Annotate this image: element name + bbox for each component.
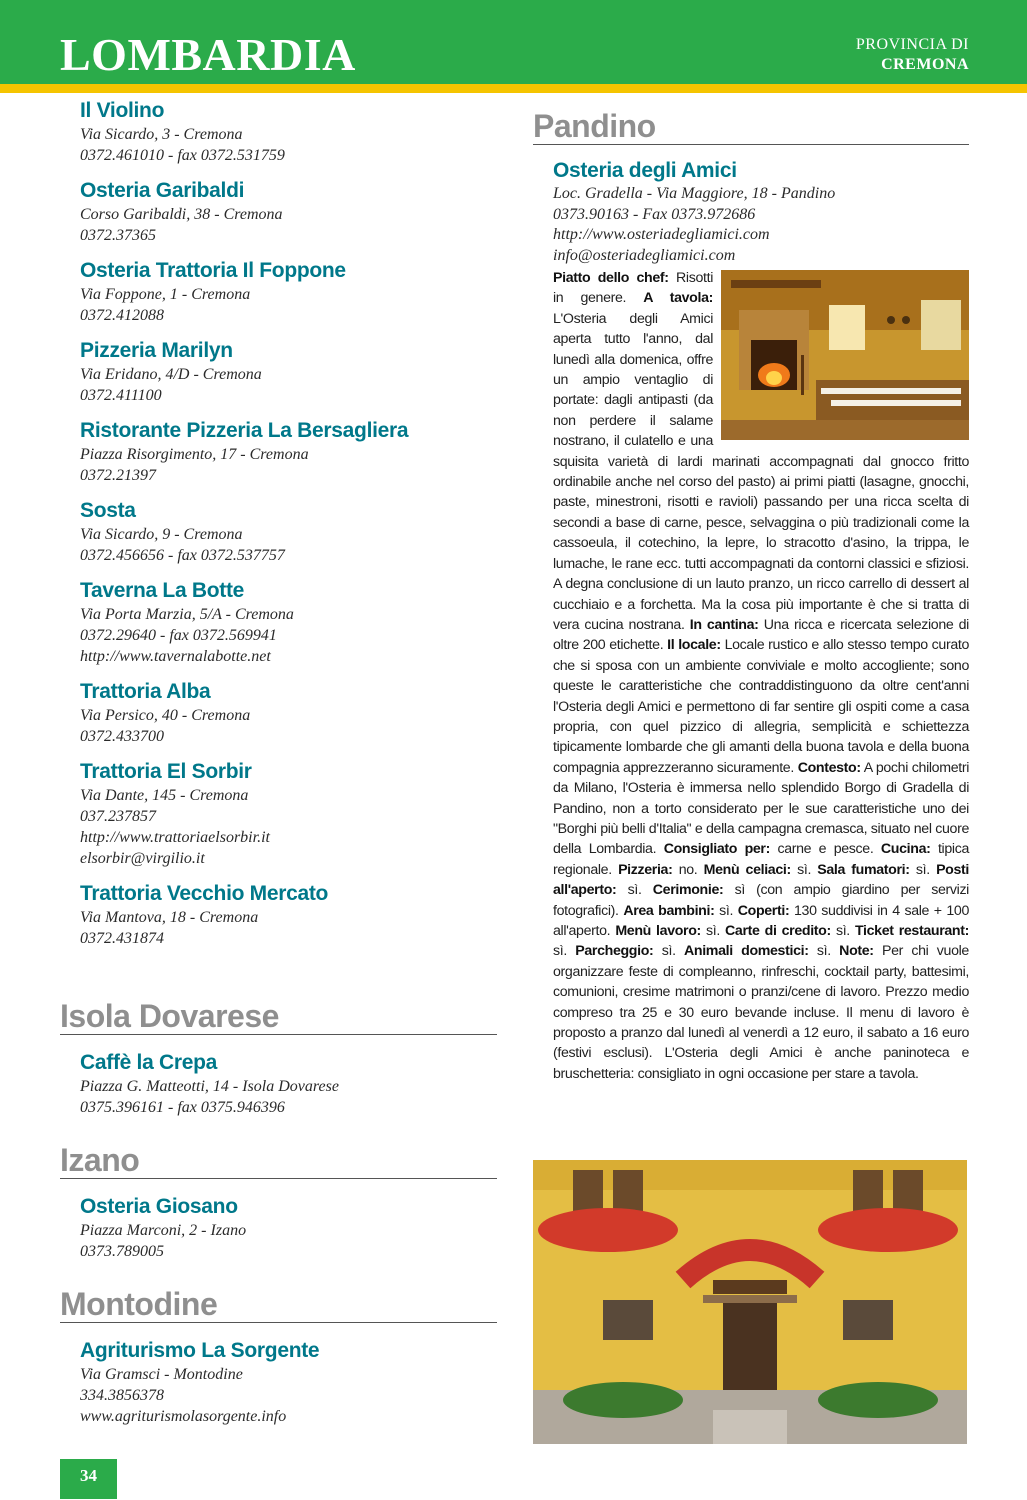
- description-text: sì.: [808, 943, 840, 960]
- section-heading-pandino: Pandino: [533, 108, 969, 145]
- description-text: sì.: [653, 943, 684, 960]
- listing-detail: 0372.461010 - fax 0372.531759: [80, 147, 285, 164]
- feature-website[interactable]: http://www.osteriadegliamici.com: [553, 226, 770, 243]
- listing-link[interactable]: http://www.trattoriaelsorbir.it: [80, 829, 270, 846]
- description-label: Coperti:: [737, 902, 790, 919]
- description-text: sì.: [830, 923, 855, 939]
- interior-photo-illustration: [721, 270, 969, 440]
- listing-detail: Via Dante, 145 - Cremona: [80, 787, 249, 804]
- listing: [80, 418, 520, 486]
- facade-photo-illustration: [533, 1160, 967, 1444]
- listing: [80, 578, 520, 667]
- listing: [80, 498, 520, 566]
- description-label: Cerimonie:: [652, 882, 724, 899]
- listing-address: Piazza G. Matteotti, 14 - Isola Dovarese: [80, 1078, 339, 1095]
- listing-detail: 0372.412088: [80, 307, 164, 324]
- description-label: Cucina:: [880, 841, 931, 858]
- province-label: PROVINCIA DI: [855, 36, 969, 53]
- listing-phone: 0373.789005: [80, 1243, 164, 1260]
- listing-name: Osteria Giosano: [80, 1195, 238, 1218]
- header-stripe: [0, 84, 1027, 93]
- description-text: sì.: [553, 943, 576, 960]
- description-text: sì.: [790, 861, 818, 878]
- description-label: Ticket restaurant:: [854, 923, 969, 939]
- description-text: A pochi chilometri da Milano, l'Osteria è immersa nello splendido Borgo di Gradella di Pandino, non a torto considerato per le sue caratteristiche uno dei "Borghi più belli d'Italia" e della campagna cremasca, situato nel cuore della Lombardia.: [553, 759, 969, 858]
- description-text: carne e pesce.: [769, 841, 881, 858]
- description-label: Piatto dello chef:: [553, 270, 669, 286]
- description-label: Animali domestici:: [684, 943, 809, 960]
- description-text: Risotti in genere.: [553, 270, 713, 307]
- listing-detail: 0372.37365: [80, 227, 156, 244]
- listing-agriturismo-la-sorgente: [80, 1338, 500, 1427]
- description-text: Una ricca e ricercata selezione di oltre 200 etichette.: [553, 616, 969, 654]
- listing-detail: 0372.29640 - fax 0372.569941: [80, 627, 277, 644]
- feature-address: Loc. Gradella - Via Maggiore, 18 - Pandino: [553, 185, 836, 202]
- description-text: L'Osteria degli Amici aperta tutto l'anno, dal lunedì alla domenica, offre un ampio ventaglio di portate: dagli antipasti (da non perdere il salame nostrano, il culatello e una squisita varietà di lardi marinati accompagnati dal gnocco fritto ordinabile anche nel corso del pasto) ai primi piatti (lasagne, gnocchi, paste, minestroni, risotti e ravioli) passando per una ricca scelta di secondi a base di carne, pesce, selvaggina o più tradizionali come la cassoeula, il cotechino, la lepre, lo stracotto d'asino, la trippa, le lumache, le rane ecc. tutti accompagnati da contorni classici e sfiziosi. A degna conclusione di un lauto pranzo, un ricco carrello di dessert al cucchiaio e a forchetta. Ma la cosa più importante è che si tratta di vera cucina nostrana.: [553, 310, 969, 633]
- description-text: sì (con ampio giardino per servizi fotografici).: [553, 882, 969, 919]
- listing-website[interactable]: www.agriturismolasorgente.info: [80, 1408, 287, 1425]
- description-label: In cantina:: [689, 616, 759, 633]
- description-label: Area bambini:: [623, 902, 715, 919]
- description-label: Sala fumatori:: [817, 861, 910, 878]
- feature-osteria-degli-amici: [553, 158, 969, 1084]
- listing-detail: Via Sicardo, 9 - Cremona: [80, 526, 243, 543]
- listing-phone: 334.3856378: [80, 1387, 164, 1404]
- listing-link[interactable]: elsorbir@virgilio.it: [80, 850, 205, 867]
- facade-photo: [533, 1160, 967, 1444]
- listing-detail: Via Persico, 40 - Cremona: [80, 707, 251, 724]
- listing: [80, 258, 520, 326]
- listing-link[interactable]: http://www.tavernalabotte.net: [80, 648, 271, 665]
- listing-detail: 0372.456656 - fax 0372.537757: [80, 547, 285, 564]
- listing-detail: Piazza Risorgimento, 17 - Cremona: [80, 446, 309, 463]
- section-heading-izano: Izano: [60, 1142, 497, 1179]
- description-text: no.: [672, 861, 704, 878]
- description-label: Menù lavoro:: [615, 923, 701, 939]
- listing-phone: 0375.396161 - fax 0375.946396: [80, 1099, 285, 1116]
- listing-address: Via Gramsci - Montodine: [80, 1366, 243, 1383]
- page-header: [0, 0, 1027, 84]
- listing-name: Ristorante Pizzeria La Bersagliera: [80, 419, 409, 442]
- description-text: sì.: [616, 882, 653, 899]
- listing: [80, 759, 520, 869]
- listing-name: Trattoria Alba: [80, 680, 211, 703]
- feature-email[interactable]: info@osteriadegliamici.com: [553, 246, 736, 264]
- description-text: Per chi vuole organizzare feste di compleanno, rinfreschi, cocktail party, battesimi, comunioni, cresime matrimoni o pranzi/cene di lavoro. Prezzo medio compreso tra 25 e 30 euro bevande incluse. Il menu di lavoro è proposto a pranzo dal lunedì al venerdì a 12 euro, il sabato a 16 euro (festivi esclusi). L'Osteria degli Amici è anche paninoteca e bruschetteria: consigliato in ogni occasione per stare a tavola.: [553, 943, 969, 1082]
- province-label-block: [856, 35, 969, 75]
- description-label: Parcheggio:: [575, 943, 654, 960]
- listing-name: Agriturismo La Sorgente: [80, 1339, 320, 1362]
- listing-name: Sosta: [80, 499, 136, 522]
- description-label: Pizzeria:: [618, 861, 673, 878]
- listing-name: Osteria Garibaldi: [80, 179, 245, 202]
- listing: [80, 98, 520, 166]
- description-text: sì.: [909, 861, 937, 878]
- description-label: Posti all'aperto:: [553, 861, 969, 899]
- feature-description: [553, 268, 969, 1084]
- description-text: sì.: [714, 902, 738, 919]
- description-label: Il locale:: [667, 637, 721, 654]
- description-label: Menù celiaci:: [703, 861, 791, 878]
- listing-detail: Corso Garibaldi, 38 - Cremona: [80, 206, 283, 223]
- listing-name: Taverna La Botte: [80, 579, 245, 602]
- feature-phone: 0373.90163 - Fax 0373.972686: [553, 205, 756, 223]
- description-text: sì.: [700, 923, 726, 939]
- listing-name: Il Violino: [80, 99, 165, 122]
- listing-name: Trattoria Vecchio Mercato: [80, 882, 329, 905]
- listing-detail: 0372.431874: [80, 930, 164, 947]
- listing: [80, 178, 520, 246]
- listing-detail: Via Foppone, 1 - Cremona: [80, 286, 251, 303]
- description-label: A tavola:: [643, 290, 713, 307]
- listing-address: Piazza Marconi, 2 - Izano: [80, 1222, 247, 1239]
- listing-name: Osteria Trattoria Il Foppone: [80, 259, 346, 282]
- listing-detail: Via Mantova, 18 - Cremona: [80, 909, 259, 926]
- section-heading-isola-dovarese: Isola Dovarese: [60, 998, 497, 1035]
- description-label: Consigliato per:: [663, 841, 770, 858]
- listing: [80, 338, 520, 406]
- listing-name: Pizzeria Marilyn: [80, 339, 233, 362]
- listing-detail: Via Porta Marzia, 5/A - Cremona: [80, 606, 294, 623]
- page-number: 34: [60, 1459, 117, 1499]
- cremona-listings: [80, 98, 520, 961]
- region-title: LOMBARDIA: [60, 29, 356, 80]
- listing: [80, 881, 520, 949]
- description-text: 130 suddivisi in 4 sale + 100 all'aperto.: [553, 902, 969, 939]
- description-label: Note:: [839, 943, 874, 960]
- feature-name: Osteria degli Amici: [553, 159, 737, 182]
- listing-detail: 037.237857: [80, 808, 156, 825]
- listing-caffe-la-crepa: [80, 1050, 500, 1118]
- listing-osteria-giosano: [80, 1194, 500, 1262]
- listing-name: Caffè la Crepa: [80, 1051, 218, 1074]
- listing-detail: 0372.411100: [80, 387, 162, 404]
- listing-detail: Via Eridano, 4/D - Cremona: [80, 366, 262, 383]
- listing-detail: 0372.433700: [80, 728, 164, 745]
- description-text: Locale rustico e allo stesso tempo curato che si sposa con un ambiente conviviale e molto accogliente; sono queste le caratteristiche che contraddistinguono da oltre cent'anni l'Osteria degli Amici e permettono di far sentire gli ospiti come a casa propria, con quel pizzico di allegria, semplicità e schiettezza tipicamente lombarde che gli amanti della buona tavola e della buona compagnia apprezzeranno sicuramente.: [553, 637, 969, 776]
- listing: [80, 679, 520, 747]
- listing-detail: 0372.21397: [80, 467, 156, 484]
- interior-photo: [721, 270, 969, 440]
- listing-detail: Via Sicardo, 3 - Cremona: [80, 126, 243, 143]
- description-label: Carte di credito:: [725, 923, 831, 939]
- description-label: Contesto:: [797, 759, 861, 776]
- description-text: tipica regionale.: [553, 841, 969, 878]
- section-heading-montodine: Montodine: [60, 1286, 497, 1323]
- listing-name: Trattoria El Sorbir: [80, 760, 252, 783]
- province-name: CREMONA: [881, 56, 969, 73]
